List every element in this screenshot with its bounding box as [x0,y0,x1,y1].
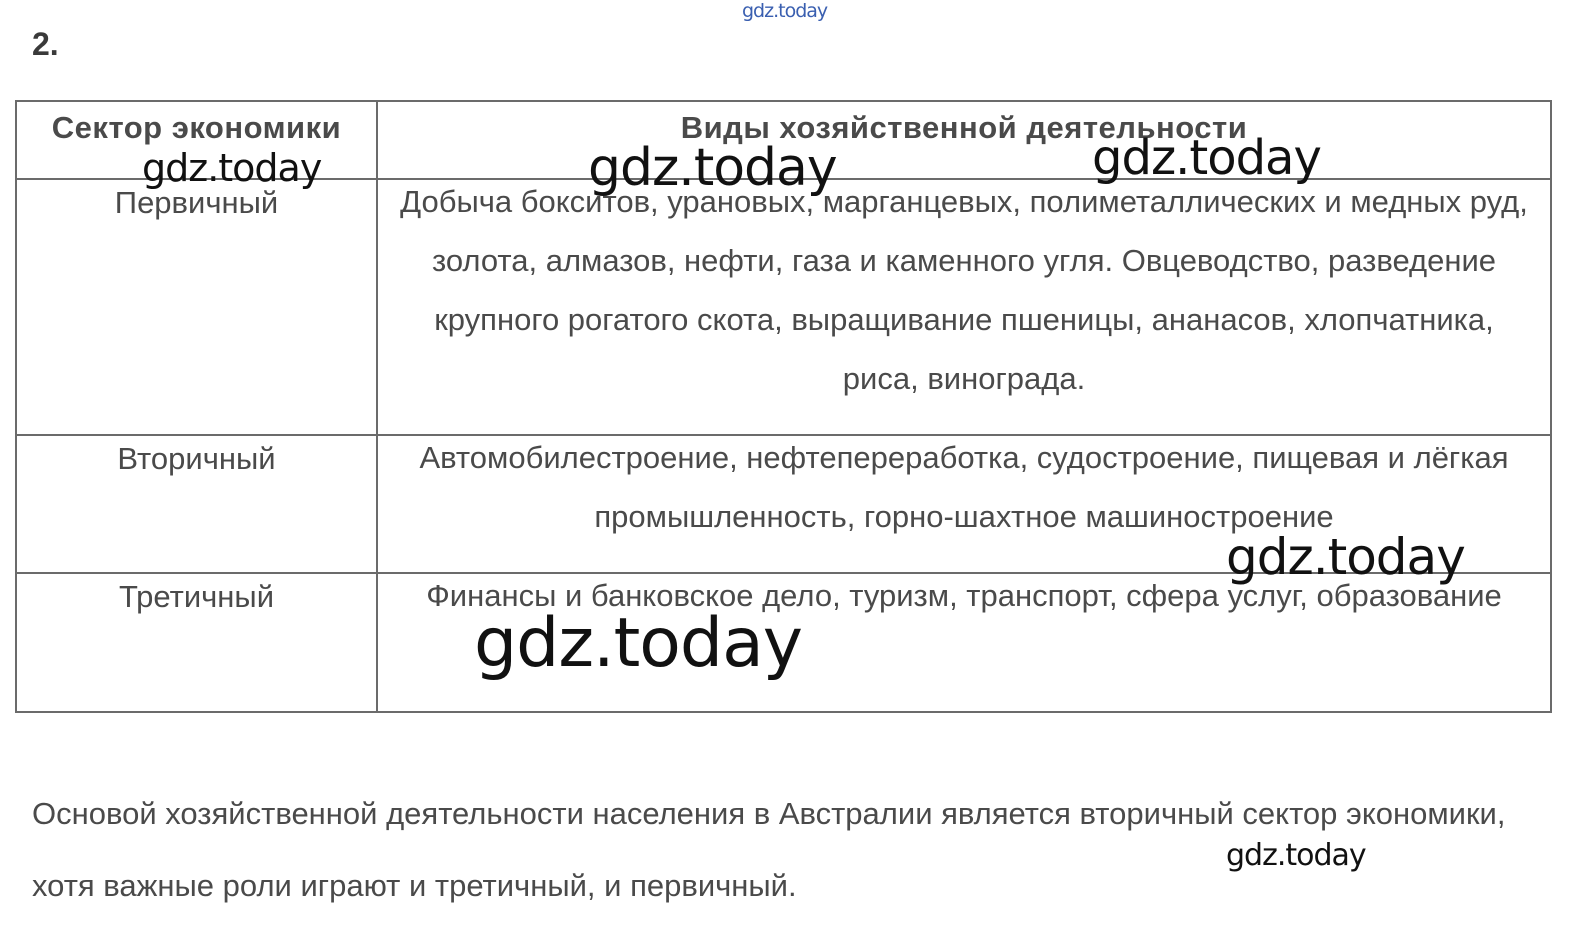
activities-primary: Добыча бокситов, урановых, марганцевых, полиметаллических и медных руд, золота, алмазов, нефти, газа и каменного угля. Овцеводство, разведение крупного рогатого скота, выращивание пшеницы, ананасов, хлопчатника, риса, винограда. [400,184,1528,396]
watermark: gdz.today [1226,528,1465,586]
sector-cell [16,179,377,435]
watermark: gdz.today [474,604,802,683]
watermark: gdz.today [588,138,837,198]
header-sector: Сектор экономики [16,101,377,179]
task-number: 2. [32,26,59,62]
conclusion-text: Основой хозяйственной деятельности населения в Австралии является вторичный сектор экономики, хотя важные роли играют и третичный, и первичный. [32,796,1506,903]
watermark: gdz.today [1226,838,1366,873]
header-activities: Виды хозяйственной деятельности [377,101,1551,179]
watermark: gdz.today [142,146,322,190]
activities-tertiary: Финансы и банковское дело, туризм, транспорт, сфера услуг, образование [426,578,1502,613]
activities-secondary: Автомобилестроение, нефтепереработка, судостроение, пищевая и лёгкая промышленность, горно-шахтное машиностроение [419,440,1509,534]
sector-name-tertiary: Третичный [118,579,275,614]
sector-cell [16,435,377,573]
watermark: gdz.today [1092,130,1321,186]
sector-name-secondary: Вторичный [117,441,276,476]
activities-cell [377,179,1551,435]
watermark: gdz.today [742,0,828,22]
sector-cell [16,573,377,712]
sector-name-primary: Первичный [114,185,279,220]
table-row [16,179,1551,435]
